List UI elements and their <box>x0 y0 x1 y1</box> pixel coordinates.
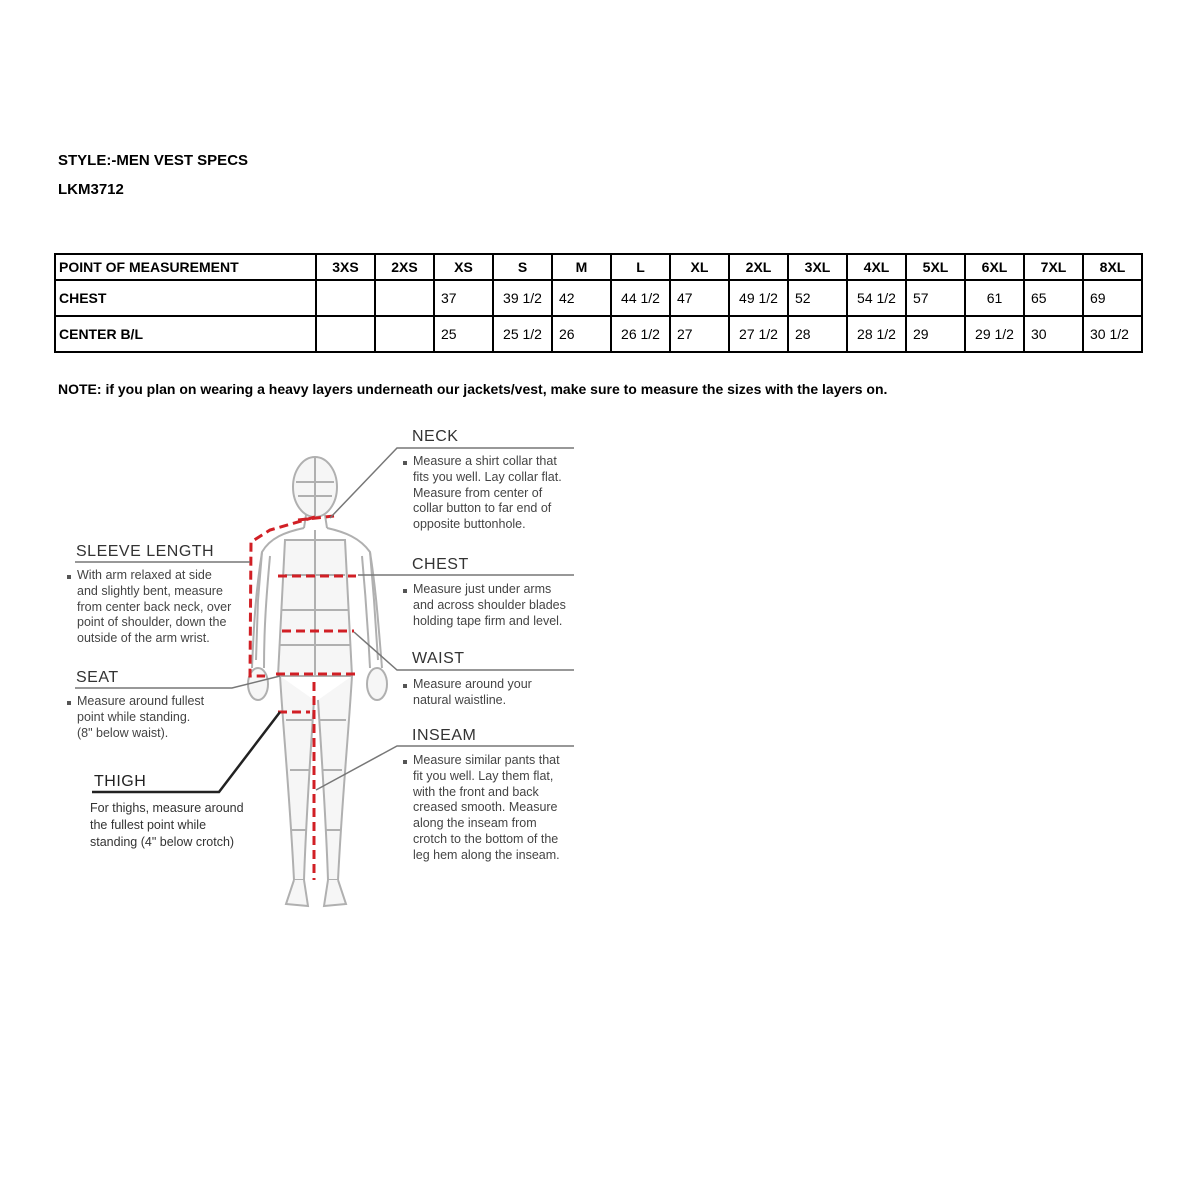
table-cell: 30 <box>1024 316 1083 352</box>
chest-text-line: Measure just under arms <box>413 582 552 596</box>
row-label: CENTER B/L <box>55 316 316 352</box>
row-label: CHEST <box>55 280 316 316</box>
neck-text-line: opposite buttonhole. <box>413 517 526 531</box>
table-cell: 28 1/2 <box>847 316 906 352</box>
inseam-text-line: fit you well. Lay them flat, <box>413 769 554 783</box>
style-code: LKM3712 <box>58 181 124 198</box>
layering-note: NOTE: if you plan on wearing a heavy layers underneath our jackets/vest, make sure to measure the sizes with the layers on. <box>58 381 888 397</box>
seat-text-line: (8" below waist). <box>77 726 169 740</box>
chest-text-line: holding tape firm and level. <box>413 614 563 628</box>
table-cell: 27 1/2 <box>729 316 788 352</box>
table-cell: 28 <box>788 316 847 352</box>
table-cell: 65 <box>1024 280 1083 316</box>
table-row-chest <box>55 280 1142 316</box>
chest-callout <box>403 556 566 628</box>
header-size: 2XS <box>375 254 434 280</box>
inseam-text-line: creased smooth. Measure <box>413 800 558 814</box>
table-cell <box>375 316 434 352</box>
human-figure <box>248 457 387 906</box>
thigh-callout <box>90 773 244 849</box>
inseam-callout <box>403 727 560 862</box>
size-spec-table <box>54 253 1143 353</box>
neck-callout <box>403 428 562 531</box>
table-cell: 69 <box>1083 280 1142 316</box>
header-size: L <box>611 254 670 280</box>
header-size: 4XL <box>847 254 906 280</box>
header-size: XL <box>670 254 729 280</box>
thigh-text-line: standing (4" below crotch) <box>90 835 235 849</box>
bullet-icon <box>403 760 407 764</box>
inseam-text-line: Measure similar pants that <box>413 753 560 767</box>
seat-callout <box>67 669 205 740</box>
seat-title: SEAT <box>76 669 119 686</box>
inseam-text-line: along the inseam from <box>413 816 537 830</box>
header-point-of-measurement: POINT OF MEASUREMENT <box>55 254 316 280</box>
table-cell: 25 1/2 <box>493 316 552 352</box>
sleeve-title: SLEEVE LENGTH <box>76 543 215 560</box>
waist-text-line: Measure around your <box>413 677 532 691</box>
table-cell: 47 <box>670 280 729 316</box>
table-cell: 27 <box>670 316 729 352</box>
table-cell <box>316 280 375 316</box>
table-cell: 29 <box>906 316 965 352</box>
header-size: 3XL <box>788 254 847 280</box>
inseam-text-line: crotch to the bottom of the <box>413 832 559 846</box>
inseam-text-line: with the front and back <box>413 785 539 799</box>
header-size: 7XL <box>1024 254 1083 280</box>
sleeve-text-line: With arm relaxed at side <box>77 568 212 582</box>
seat-text-line: point while standing. <box>77 710 191 724</box>
thigh-text-line: the fullest point while <box>90 818 207 832</box>
table-cell: 30 1/2 <box>1083 316 1142 352</box>
table-cell: 26 <box>552 316 611 352</box>
sleeve-text-line: outside of the arm wrist. <box>77 631 210 645</box>
header-size: 2XL <box>729 254 788 280</box>
table-header-row <box>55 254 1142 280</box>
table-cell: 26 1/2 <box>611 316 670 352</box>
waist-text-line: natural waistline. <box>413 693 507 707</box>
table-cell: 37 <box>434 280 493 316</box>
waist-title: WAIST <box>412 650 465 667</box>
table-cell: 39 1/2 <box>493 280 552 316</box>
header-size: XS <box>434 254 493 280</box>
style-title: STYLE:-MEN VEST SPECS <box>58 152 249 169</box>
table-cell: 44 1/2 <box>611 280 670 316</box>
bullet-icon <box>403 684 407 688</box>
chest-title: CHEST <box>412 556 469 573</box>
header-size: 5XL <box>906 254 965 280</box>
table-cell <box>375 280 434 316</box>
header-size: S <box>493 254 552 280</box>
neck-title: NECK <box>412 428 459 445</box>
thigh-title: THIGH <box>94 773 147 790</box>
table-cell: 49 1/2 <box>729 280 788 316</box>
table-row-center-bl <box>55 316 1142 352</box>
measurement-diagram <box>0 420 600 920</box>
table-cell: 54 1/2 <box>847 280 906 316</box>
table-cell: 57 <box>906 280 965 316</box>
inseam-title: INSEAM <box>412 727 477 744</box>
table-cell: 25 <box>434 316 493 352</box>
header-size: 6XL <box>965 254 1024 280</box>
header-size: M <box>552 254 611 280</box>
header-size: 8XL <box>1083 254 1142 280</box>
neck-text-line: fits you well. Lay collar flat. <box>413 470 562 484</box>
sleeve-callout <box>67 543 231 645</box>
table-cell: 52 <box>788 280 847 316</box>
table-cell <box>316 316 375 352</box>
neck-text-line: Measure a shirt collar that <box>413 454 557 468</box>
table-cell: 42 <box>552 280 611 316</box>
table-cell: 61 <box>965 280 1024 316</box>
sleeve-text-line: from center back neck, over <box>77 600 232 614</box>
neck-measure-line <box>298 516 334 520</box>
bullet-icon <box>67 701 71 705</box>
bullet-icon <box>403 461 407 465</box>
chest-text-line: and across shoulder blades <box>413 598 566 612</box>
bullet-icon <box>67 575 71 579</box>
waist-callout <box>403 650 532 707</box>
bullet-icon <box>403 589 407 593</box>
inseam-text-line: leg hem along the inseam. <box>413 848 560 862</box>
thigh-text-line: For thighs, measure around <box>90 801 244 815</box>
neck-text-line: collar button to far end of <box>413 501 552 515</box>
seat-text-line: Measure around fullest <box>77 694 205 708</box>
header-size: 3XS <box>316 254 375 280</box>
table-cell: 29 1/2 <box>965 316 1024 352</box>
sleeve-text-line: point of shoulder, down the <box>77 615 227 629</box>
sleeve-text-line: and slightly bent, measure <box>77 584 223 598</box>
neck-text-line: Measure from center of <box>413 486 543 500</box>
